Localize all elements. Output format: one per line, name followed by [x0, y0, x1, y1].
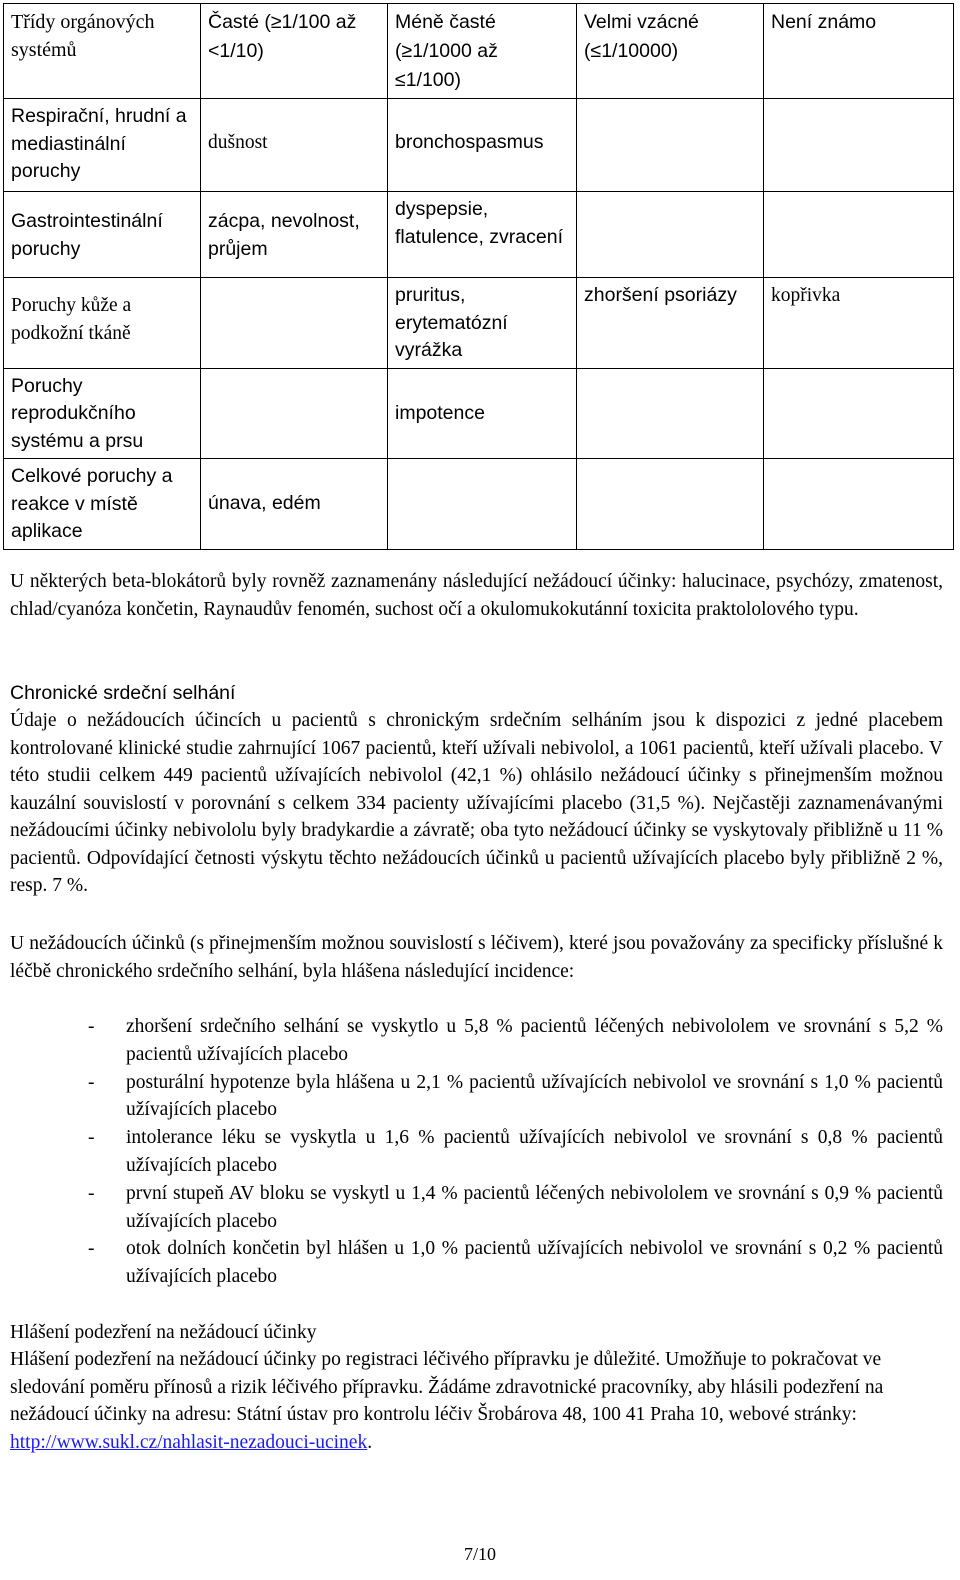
- unknown-cell: [764, 192, 954, 278]
- list-dash: -: [88, 1127, 95, 1149]
- common-cell: [201, 278, 388, 369]
- very-rare-cell: zhoršení psoriázy: [577, 278, 764, 369]
- header-very-rare: Velmi vzácné (≤1/10000): [577, 4, 764, 99]
- list-dash: -: [88, 1071, 95, 1093]
- table-row: [4, 99, 954, 192]
- list-item: [10, 1069, 943, 1125]
- unknown-cell: [764, 459, 954, 550]
- table-header-row: [4, 4, 954, 99]
- common-cell: zácpa, nevolnost, průjem: [201, 192, 388, 278]
- table-row: [4, 459, 954, 550]
- sukl-report-link[interactable]: http://www.sukl.cz/nahlasit-nezadouci-ucinek: [10, 1431, 368, 1453]
- header-uncommon: Méně časté (≥1/1000 až ≤1/100): [388, 4, 577, 99]
- adverse-effects-table: [3, 3, 954, 550]
- very-rare-cell: [577, 459, 764, 550]
- table-row: [4, 368, 954, 459]
- common-cell: dušnost: [201, 99, 388, 192]
- header-unknown: Není známo: [764, 4, 954, 99]
- common-cell: únava, edém: [201, 459, 388, 550]
- list-dash: -: [88, 1182, 95, 1204]
- reporting-end: .: [367, 1431, 373, 1453]
- list-item: [10, 1180, 943, 1236]
- uncommon-cell: impotence: [388, 368, 577, 459]
- list-item-text: první stupeň AV bloku se vyskytl u 1,4 % pacientů léčených nebivololem ve srovnání s 0,9 % pacientů užívajících placebo: [126, 1182, 943, 1232]
- header-common: Časté (≥1/100 až <1/10): [201, 4, 388, 99]
- common-cell: [201, 368, 388, 459]
- header-system-class: Třídy orgánových systémů: [4, 4, 201, 99]
- list-item-text: otok dolních končetin byl hlášen u 1,0 % pacientů užívajících nebivolol ve srovnání s 0,2 % pacientů užívajících placebo: [126, 1238, 943, 1288]
- reporting-text: Hlášení podezření na nežádoucí účinky po registraci léčivého přípravku je důležité. Umožňuje to pokračovat ve sledování poměru přínosů a rizik léčivého přípravku. Žádáme zdravotnické pracovníky, aby hlásili podezření na nežádoucí účinky na adresu: Státní ústav pro kontrolu léčiv Šrobárova 48, 100 41 Praha 10, webové stránky:: [10, 1349, 884, 1425]
- page-number: 7/10: [463, 1544, 496, 1564]
- uncommon-cell: bronchospasmus: [388, 99, 577, 192]
- system-class-cell: Respirační, hrudní a mediastinální poruchy: [4, 99, 201, 192]
- list-dash: -: [88, 1238, 95, 1260]
- list-item: [10, 1235, 943, 1291]
- very-rare-cell: [577, 368, 764, 459]
- very-rare-cell: [577, 99, 764, 192]
- chf-paragraph: Údaje o nežádoucích účincích u pacientů s chronickým srdečním selháním jsou k dispozici z jedné placebem kontrolované klinické studie zahrnující 1067 pacientů, kteří užívali nebivolol, a 1061 pacientů, kteří užívali placebo. V této studii celkem 449 pacientů užívajících nebivolol (42,1 %) ohlásilo nežádoucí účinky s přinejmenším možnou kauzální souvislostí v porovnání s celkem 334 pacienty užívajícími placebo (31,5 %). Nejčastěji zaznamenávanými nežádoucími účinky nebivololu byly bradykardie a závratě; oba tyto nežádoucí účinky se vyskytovaly přibližně u 11 % pacientů. Odpovídající četnosti výskytu těchto nežádoucích účinků u pacientů užívajících placebo byly přibližně 2 %, resp. 7 %.: [10, 710, 943, 896]
- list-item-text: posturální hypotenze byla hlášena u 2,1 % pacientů užívajících nebivolol ve srovnání s 1,0 % pacientů užívajících placebo: [126, 1071, 943, 1121]
- very-rare-cell: [577, 192, 764, 278]
- chf-heading: Chronické srdeční selhání: [10, 682, 236, 704]
- unknown-cell: [764, 99, 954, 192]
- list-item-text: intolerance léku se vyskytla u 1,6 % pacientů užívajících nebivolol ve srovnání s 0,8 % pacientů užívajících placebo: [126, 1127, 943, 1176]
- uncommon-cell: [388, 459, 577, 550]
- table-row: [4, 278, 954, 369]
- list-item-text: zhoršení srdečního selhání se vyskytlo u 5,8 % pacientů léčených nebivololem ve srovnání s 5,2 % pacientů užívajících placebo: [126, 1016, 943, 1065]
- beta-blockers-note: U některých beta-blokátorů byly rovněž zaznamenány následující nežádoucí účinky: halucinace, psychózy, zmatenost, chlad/cyanóza končetin, Raynaudův fenomén, suchost očí a okulomukokutánní toxicita praktololového typu.: [10, 571, 943, 620]
- unknown-cell: [764, 368, 954, 459]
- list-item: [10, 1124, 943, 1180]
- reporting-paragraph: [10, 1346, 943, 1456]
- unknown-cell: kopřivka: [764, 278, 954, 369]
- list-item: [10, 1013, 943, 1069]
- reporting-heading: Hlášení podezření na nežádoucí účinky: [10, 1322, 317, 1343]
- system-class-cell: Celkové poruchy a reakce v místě aplikace: [4, 459, 201, 550]
- uncommon-cell: pruritus, erytematózní vyrážka: [388, 278, 577, 369]
- system-class-cell: Poruchy reprodukčního systému a prsu: [4, 368, 201, 459]
- system-class-cell: Poruchy kůže a podkožní tkáně: [4, 278, 201, 369]
- list-dash: -: [88, 1016, 95, 1037]
- chf-incidence-list: [10, 1013, 943, 1291]
- system-class-cell: Gastrointestinální poruchy: [4, 192, 201, 278]
- chf-specific-paragraph: U nežádoucích účinků (s přinejmenším možnou souvislostí s léčivem), které jsou považovány za specificky příslušné k léčbě chronického srdečního selhání, byla hlášena následující incidence:: [10, 933, 943, 982]
- table-row: [4, 192, 954, 278]
- uncommon-cell: dyspepsie, flatulence, zvracení: [388, 192, 577, 278]
